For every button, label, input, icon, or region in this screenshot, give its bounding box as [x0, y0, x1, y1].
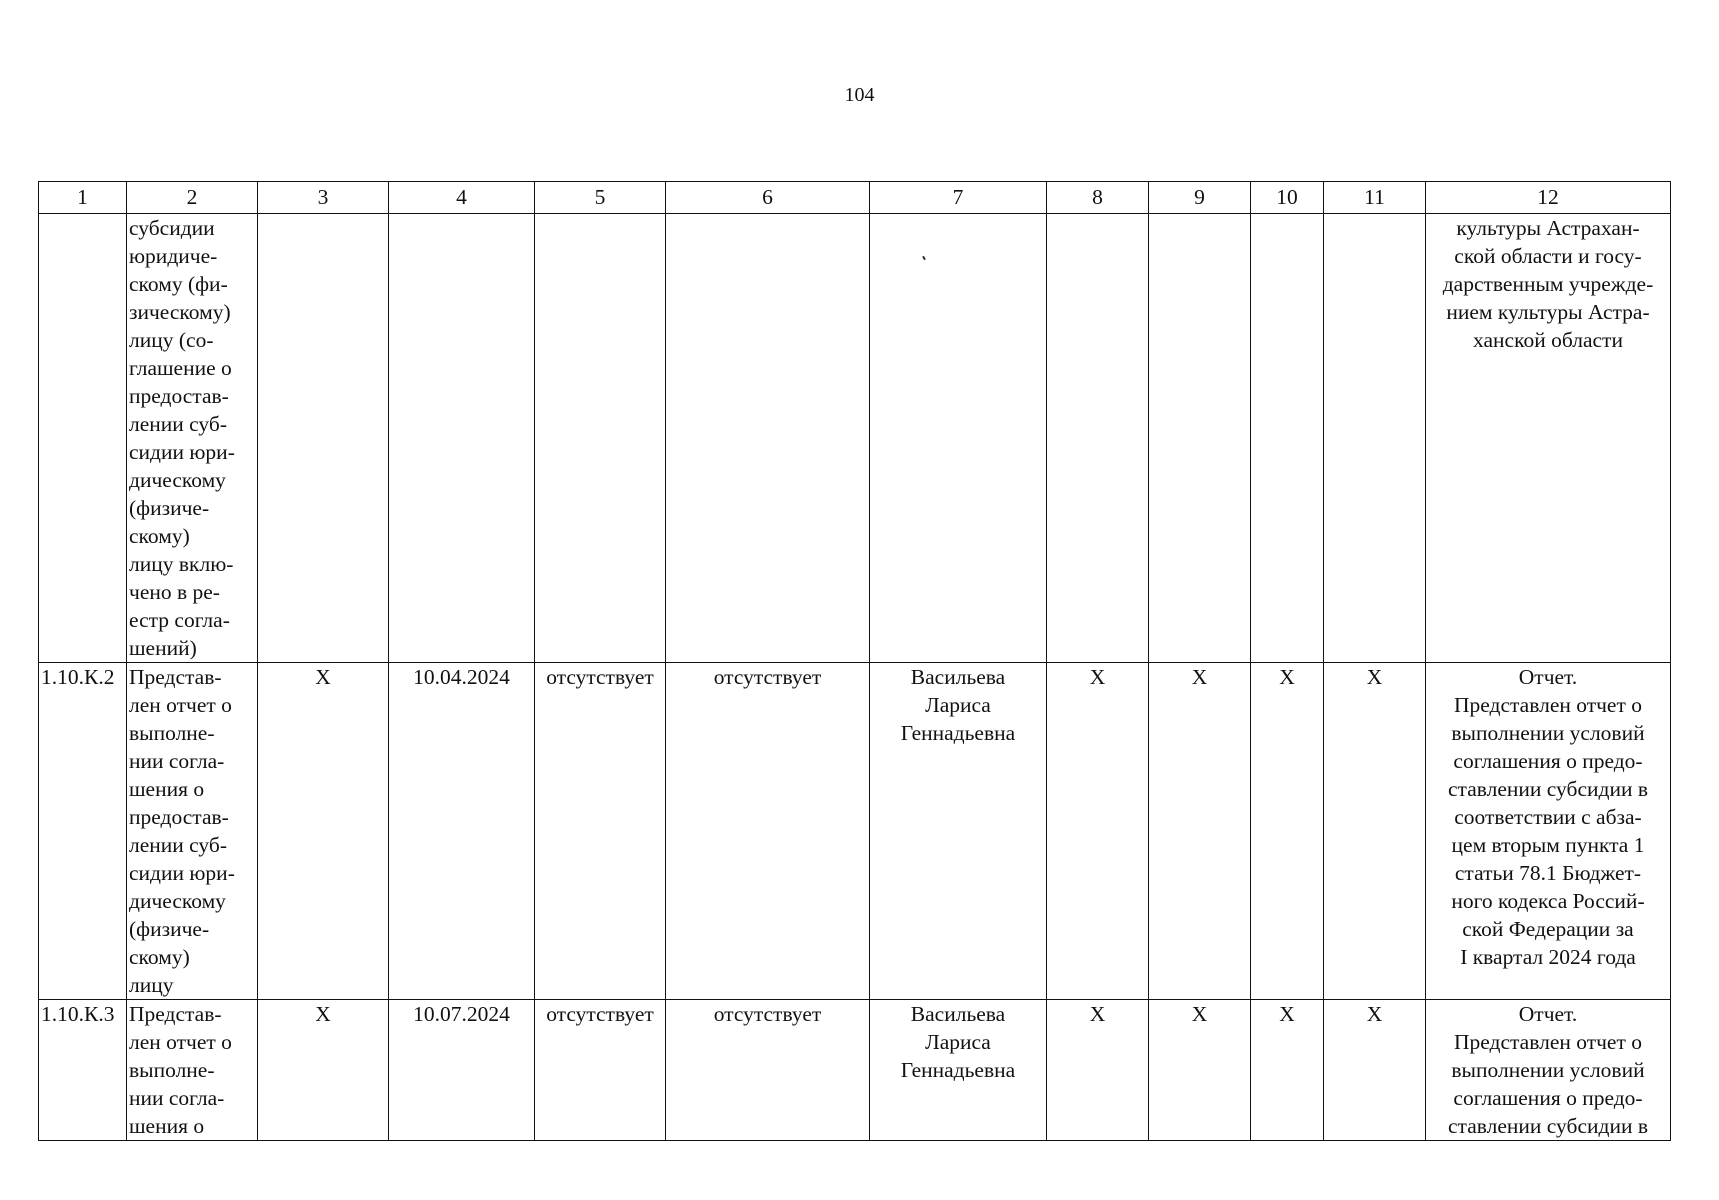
column-header: 2 — [127, 182, 258, 214]
column-header: 1 — [39, 182, 127, 214]
column-header: 6 — [666, 182, 870, 214]
date-cell: 10.07.2024 — [389, 1000, 535, 1141]
column-header: 4 — [389, 182, 535, 214]
table-cell — [666, 214, 870, 663]
column-header: 7 — [870, 182, 1047, 214]
table-row — [39, 663, 1671, 1000]
table-cell: отсутствует — [535, 1000, 666, 1141]
responsible-person-cell: Васильева Лариса Геннадьевна — [870, 1000, 1047, 1141]
table-cell: Х — [1047, 1000, 1149, 1141]
table-cell — [1047, 214, 1149, 663]
row-number-cell — [39, 214, 127, 663]
table-cell: отсутствует — [535, 663, 666, 1000]
table-cell: Х — [1149, 663, 1251, 1000]
table-cell — [535, 214, 666, 663]
table-header-row — [39, 182, 1671, 214]
table-cell: Х — [1324, 663, 1426, 1000]
column-header: 11 — [1324, 182, 1426, 214]
column-header: 8 — [1047, 182, 1149, 214]
table-row — [39, 1000, 1671, 1141]
column-header: 12 — [1426, 182, 1671, 214]
table-cell — [1324, 214, 1426, 663]
column-header: 10 — [1251, 182, 1324, 214]
column-header: 3 — [258, 182, 389, 214]
table-row — [39, 214, 1671, 663]
table-cell: отсутствует — [666, 1000, 870, 1141]
table-cell — [1251, 214, 1324, 663]
date-cell — [389, 214, 535, 663]
table-cell: Х — [258, 663, 389, 1000]
table-cell — [258, 214, 389, 663]
table-cell: Х — [1047, 663, 1149, 1000]
table-cell: Х — [1324, 1000, 1426, 1141]
description-cell: Представ- лен отчет о выполне- нии согла- шения о — [127, 1000, 258, 1141]
responsible-person-cell: Васильева Лариса Геннадьевна — [870, 663, 1047, 1000]
data-table — [38, 181, 1671, 1141]
table-cell: Х — [1251, 1000, 1324, 1141]
page-number: 104 — [844, 84, 875, 106]
result-cell: Отчет. Представлен отчет о выполнении условий соглашения о предо- ставлении субсидии в — [1426, 1000, 1671, 1141]
table-cell: Х — [1251, 663, 1324, 1000]
column-header: 5 — [535, 182, 666, 214]
result-cell: Отчет. Представлен отчет о выполнении условий соглашения о предо- ставлении субсидии в соответствии с абза- цем вторым пункта 1 статьи 78.1 Бюджет- ного кодекса Россий- ской Федерации за I квартал 2024 года — [1426, 663, 1671, 1000]
date-cell: 10.04.2024 — [389, 663, 535, 1000]
result-cell: культуры Астрахан- ской области и госу- дарственным учрежде- нием культуры Астра- ханской области — [1426, 214, 1671, 663]
table-cell — [1149, 214, 1251, 663]
table-cell: Х — [258, 1000, 389, 1141]
column-header: 9 — [1149, 182, 1251, 214]
row-number-cell: 1.10.К.3 — [39, 1000, 127, 1141]
table-cell: Х — [1149, 1000, 1251, 1141]
table-cell: отсутствует — [666, 663, 870, 1000]
description-cell: субсидии юридиче- скому (фи- зическому) лицу (со- глашение о предостав- лении суб- сидии юри- дическому (физиче- скому) лицу вклю- чено в ре- естр согла- шений) — [127, 214, 258, 663]
responsible-person-cell — [870, 214, 1047, 663]
row-number-cell: 1.10.К.2 — [39, 663, 127, 1000]
description-cell: Представ- лен отчет о выполне- нии согла- шения о предостав- лении суб- сидии юри- дическому (физиче- скому) лицу — [127, 663, 258, 1000]
